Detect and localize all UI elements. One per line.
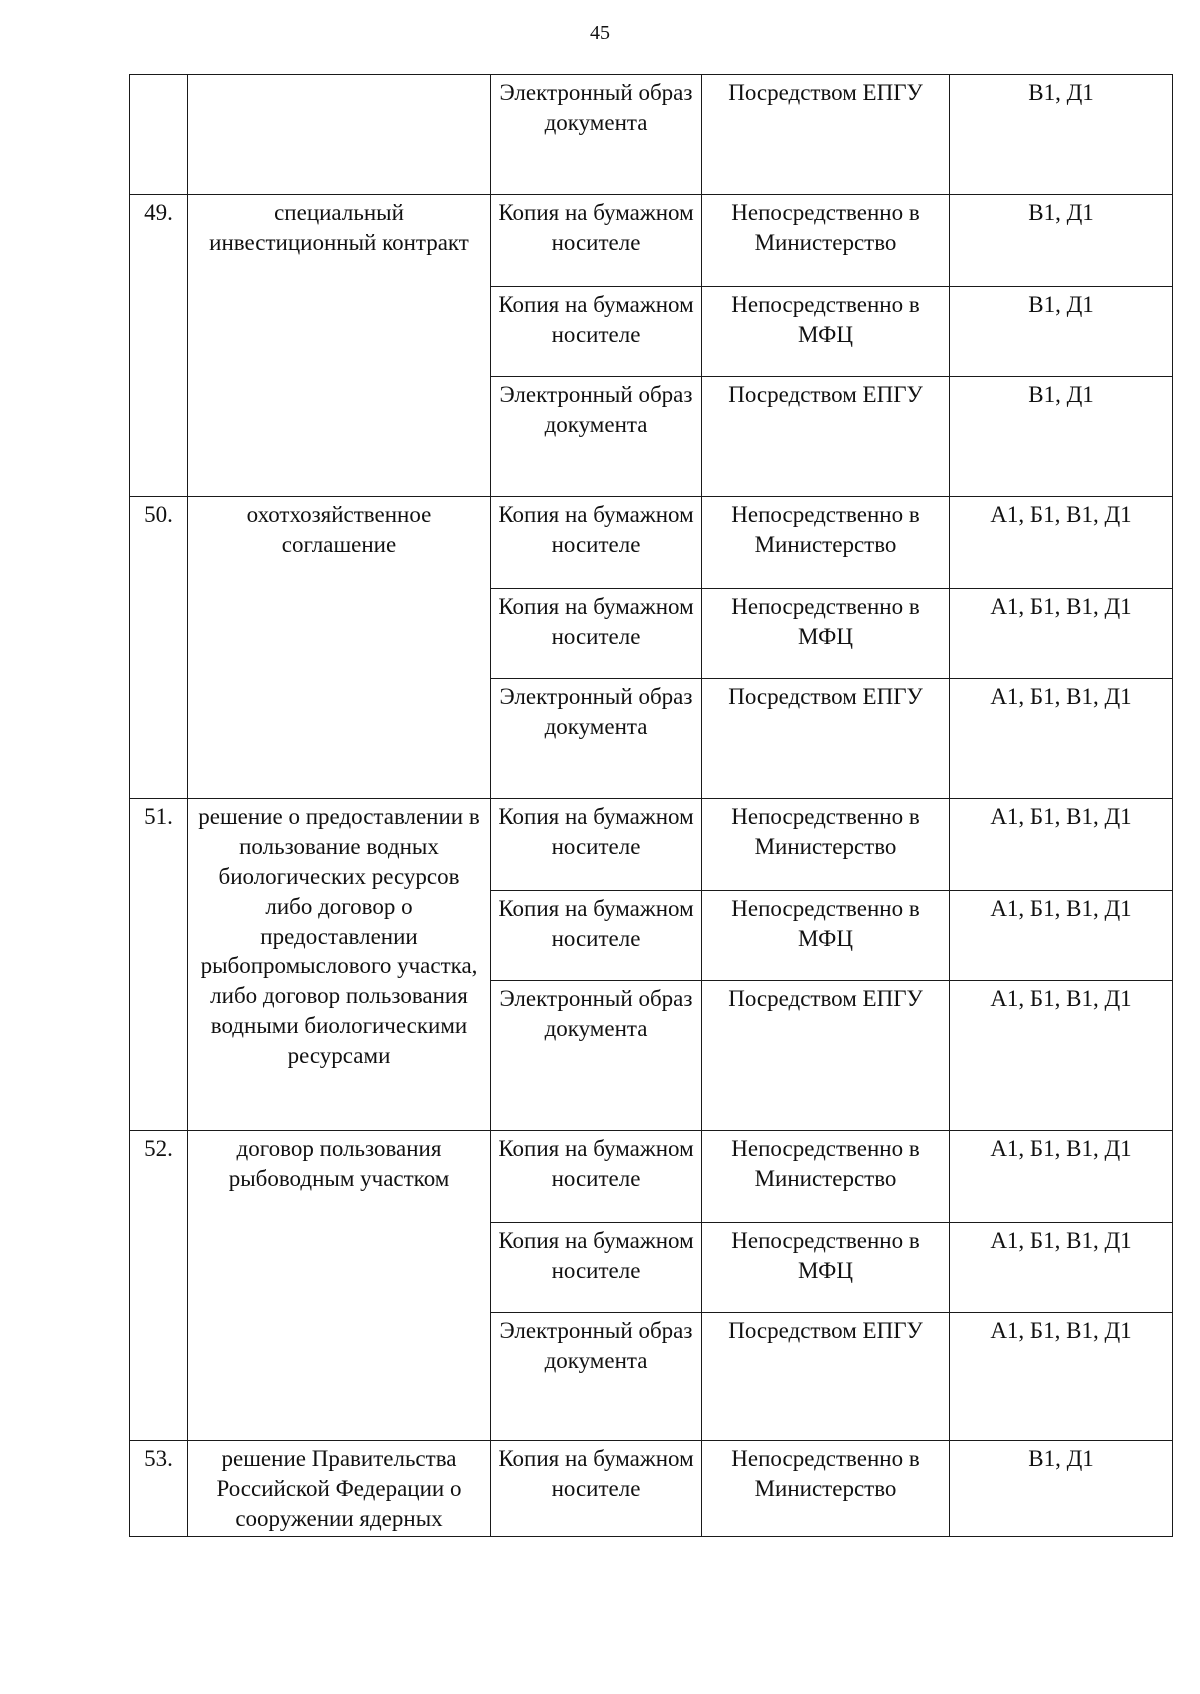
submission-method-cell: Непосредственно в Министерство	[702, 1441, 950, 1537]
document-form-cell: Копия на бумажном носителе	[491, 589, 702, 679]
applicant-codes-cell: А1, Б1, В1, Д1	[950, 497, 1173, 589]
document-form-cell: Электронный образ документа	[491, 377, 702, 497]
document-form-cell: Копия на бумажном носителе	[491, 195, 702, 287]
row-number-cell: 53.	[130, 1441, 188, 1537]
document-name: договор пользования рыбоводным участком	[228, 1136, 450, 1191]
applicant-codes-cell: А1, Б1, В1, Д1	[950, 589, 1173, 679]
applicant-codes-cell: А1, Б1, В1, Д1	[950, 1223, 1173, 1313]
submission-method-cell: Непосредственно в МФЦ	[702, 287, 950, 377]
document-form-cell: Копия на бумажном носителе	[491, 891, 702, 981]
document-name: решение Правительства Российской Федерации о сооружении ядерных	[216, 1446, 462, 1531]
document-form-cell: Копия на бумажном носителе	[491, 287, 702, 377]
applicant-codes-cell: А1, Б1, В1, Д1	[950, 1313, 1173, 1441]
document-name-cell	[188, 75, 491, 195]
document-name-cell	[188, 799, 491, 1131]
table-row	[130, 1441, 1173, 1537]
row-number-cell	[130, 75, 188, 195]
applicant-codes-cell: В1, Д1	[950, 287, 1173, 377]
applicant-codes-cell: А1, Б1, В1, Д1	[950, 1131, 1173, 1223]
document-form-cell: Копия на бумажном носителе	[491, 1441, 702, 1537]
table-row	[130, 195, 1173, 287]
applicant-codes-cell: А1, Б1, В1, Д1	[950, 891, 1173, 981]
submission-method-cell: Непосредственно в МФЦ	[702, 1223, 950, 1313]
document-form-cell: Копия на бумажном носителе	[491, 1223, 702, 1313]
applicant-codes-cell: В1, Д1	[950, 75, 1173, 195]
document-name-cell	[188, 497, 491, 799]
table-row	[130, 1131, 1173, 1223]
submission-method-cell: Непосредственно в Министерство	[702, 195, 950, 287]
row-number-cell: 51.	[130, 799, 188, 1131]
applicant-codes-cell: В1, Д1	[950, 195, 1173, 287]
document-name-cell	[188, 195, 491, 497]
submission-method-cell: Посредством ЕПГУ	[702, 679, 950, 799]
table-row	[130, 799, 1173, 891]
document-form-cell: Электронный образ документа	[491, 981, 702, 1131]
document-name-cell	[188, 1131, 491, 1441]
submission-method-cell: Непосредственно в Министерство	[702, 1131, 950, 1223]
documents-table-body	[130, 75, 1173, 1537]
row-number-cell: 49.	[130, 195, 188, 497]
submission-method-cell: Непосредственно в Министерство	[702, 497, 950, 589]
document-form-cell: Копия на бумажном носителе	[491, 497, 702, 589]
document-name: решение о предоставлении в пользование водных биологических ресурсов либо договор о предоставлении рыбопромыслового участка, либо договор пользования водными биологическими ресурсами	[198, 804, 480, 1069]
submission-method-cell: Непосредственно в МФЦ	[702, 891, 950, 981]
document-form-cell: Копия на бумажном носителе	[491, 1131, 702, 1223]
table-row	[130, 497, 1173, 589]
page-number: 45	[590, 22, 610, 44]
submission-method-cell: Посредством ЕПГУ	[702, 981, 950, 1131]
document-name: охотхозяйственное соглашение	[246, 502, 432, 557]
document-name-cell	[188, 1441, 491, 1537]
document-form-cell: Электронный образ документа	[491, 75, 702, 195]
applicant-codes-cell: А1, Б1, В1, Д1	[950, 679, 1173, 799]
table-row	[130, 75, 1173, 195]
applicant-codes-cell: В1, Д1	[950, 377, 1173, 497]
submission-method-cell: Посредством ЕПГУ	[702, 377, 950, 497]
applicant-codes-cell: В1, Д1	[950, 1441, 1173, 1537]
document-form-cell: Электронный образ документа	[491, 1313, 702, 1441]
applicant-codes-cell: А1, Б1, В1, Д1	[950, 981, 1173, 1131]
submission-method-cell: Непосредственно в Министерство	[702, 799, 950, 891]
submission-method-cell: Посредством ЕПГУ	[702, 1313, 950, 1441]
document-name: специальный инвестиционный контракт	[209, 200, 469, 255]
row-number-cell: 52.	[130, 1131, 188, 1441]
submission-method-cell: Непосредственно в МФЦ	[702, 589, 950, 679]
document-form-cell: Копия на бумажном носителе	[491, 799, 702, 891]
row-number-cell: 50.	[130, 497, 188, 799]
documents-table	[129, 74, 1173, 1537]
submission-method-cell: Посредством ЕПГУ	[702, 75, 950, 195]
applicant-codes-cell: А1, Б1, В1, Д1	[950, 799, 1173, 891]
document-form-cell: Электронный образ документа	[491, 679, 702, 799]
